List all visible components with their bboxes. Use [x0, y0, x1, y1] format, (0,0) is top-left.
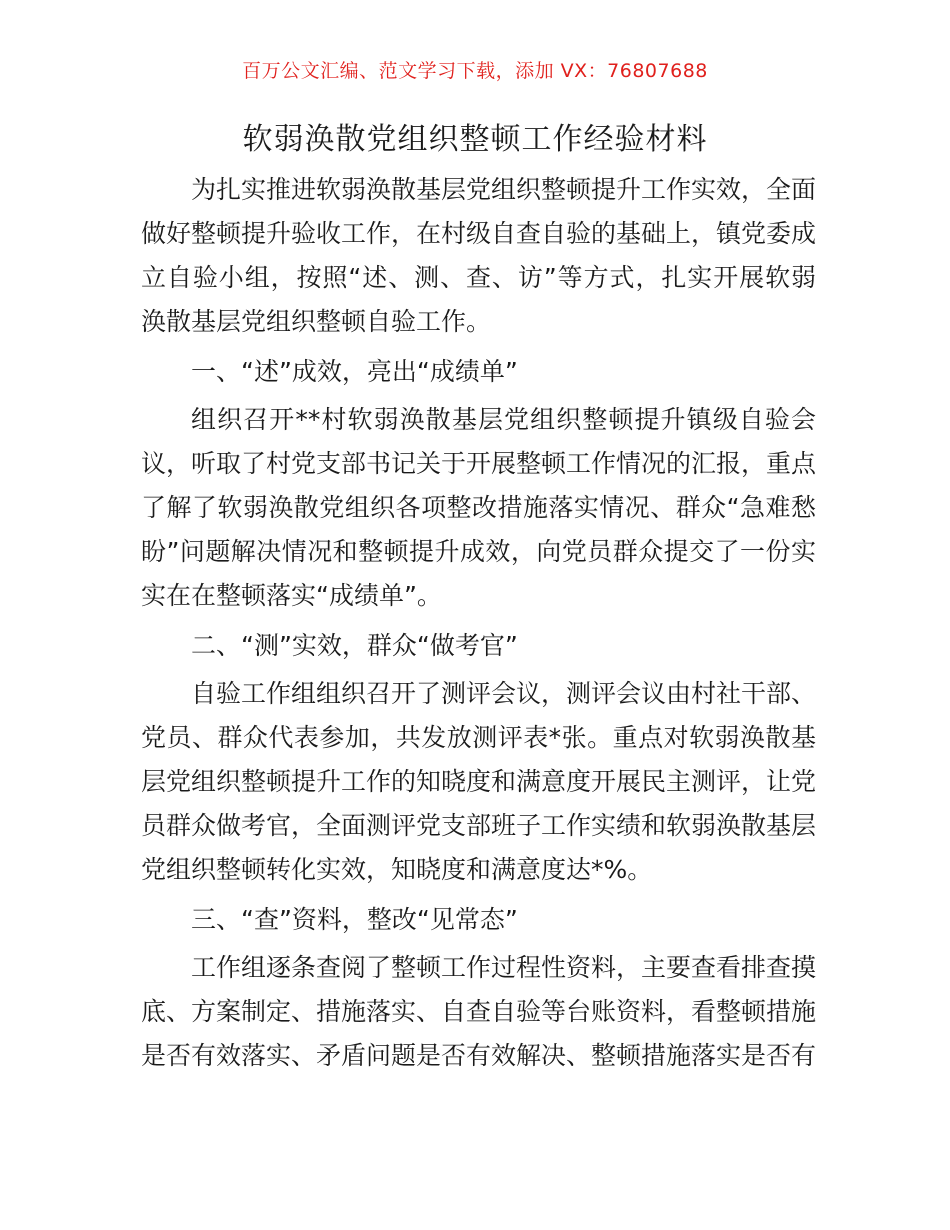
- section-paragraph-1: 组织召开**村软弱涣散基层党组织整顿提升镇级自验会议，听取了村党支部书记关于开展整顿工作情况的汇报，重点了解了软弱涣散党组织各项整改措施落实情况、群众“急难愁盼”问题解决情况和整顿提升成效，向党员群众提交了一份实实在在整顿落实“成绩单”。: [141, 405, 817, 610]
- section-heading-3: 三、“查”资料，整改“见常态”: [191, 905, 518, 934]
- document-body: [141, 168, 816, 1082]
- section-paragraph-2: 自验工作组组织召开了测评会议，测评会议由村社干部、党员、群众代表参加，共发放测评表*张。重点对软弱涣散基层党组织整顿提升工作的知晓度和满意度开展民主测评，让党员群众做考官，全面测评党支部班子工作实绩和软弱涣散基层党组织整顿转化实效，知晓度和满意度达*%。: [141, 679, 817, 884]
- section-paragraph-3: 工作组逐条查阅了整顿工作过程性资料，主要查看排查摸底、方案制定、措施落实、自查自验等台账资料，看整顿措施是否有效落实、矛盾问题是否有效解决、整顿措施落实是否有: [141, 953, 817, 1070]
- header-watermark: 百万公文汇编、范文学习下载，添加 VX：76807688: [242, 60, 708, 82]
- document-title: 软弱涣散党组织整顿工作经验材料: [242, 122, 708, 157]
- section-heading-1: 一、“述”成效，亮出“成绩单”: [191, 357, 518, 386]
- section-heading-2: 二、“测”实效，群众“做考官”: [191, 631, 518, 660]
- intro-paragraph: 为扎实推进软弱涣散基层党组织整顿提升工作实效，全面做好整顿提升验收工作，在村级自查自验的基础上，镇党委成立自验小组，按照“述、测、查、访”等方式，扎实开展软弱涣散基层党组织整顿自验工作。: [141, 175, 817, 336]
